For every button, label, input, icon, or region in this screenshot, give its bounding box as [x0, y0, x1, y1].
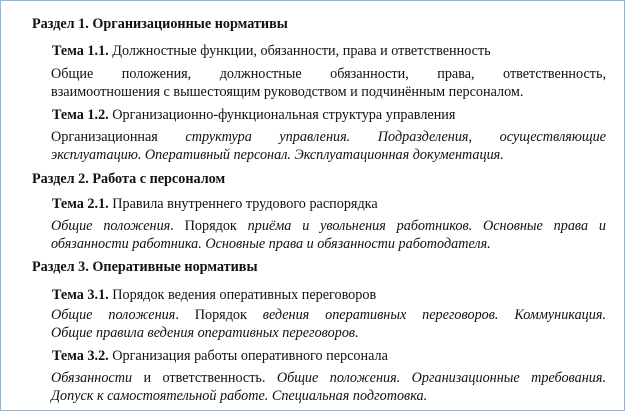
topic-name: Организационно-функциональная структура управления	[108, 107, 456, 123]
text-run: . Порядок	[170, 218, 248, 234]
topic-name: Порядок ведения оперативных переговоров	[108, 287, 377, 303]
description-line	[51, 306, 606, 324]
description-line	[51, 217, 606, 235]
text-run: обязанности работника. Основные права и обязанности работодателя.	[51, 236, 491, 252]
topic-number: Тема 1.1.	[52, 43, 109, 59]
description-line	[51, 387, 606, 405]
text-run: взаимоотношения с вышестоящим руководством и подчинённым персоналом.	[51, 84, 524, 100]
topic-number: Тема 1.2.	[52, 107, 109, 123]
text-run: Общие положения. Организационные требования.	[276, 370, 606, 386]
topic-description	[51, 128, 606, 164]
text-run: Допуск к самостоятельной работе. Специальная подготовка.	[51, 388, 428, 404]
topic-number: Тема 3.2.	[52, 348, 109, 364]
text-run: Общие правила ведения оперативных переговоров.	[51, 325, 359, 341]
topic-description	[51, 217, 606, 253]
description-line	[51, 324, 606, 342]
text-run: ведения оперативных переговоров. Коммуникация.	[262, 307, 607, 323]
topic-heading	[52, 348, 388, 365]
topic-heading	[52, 196, 378, 213]
text-run: Общие положения	[51, 307, 176, 323]
topic-heading	[52, 287, 376, 304]
section-title: Раздел 1. Организационные нормативы	[32, 16, 288, 32]
description-line	[51, 65, 606, 83]
section-title: Раздел 2. Работа с персоналом	[32, 171, 226, 187]
text-run: структура управления. Подразделения, осуществляющие	[185, 129, 606, 145]
topic-number: Тема 3.1.	[52, 287, 109, 303]
description-line	[51, 83, 606, 101]
description-line	[51, 235, 606, 253]
text-run: . Порядок	[175, 307, 263, 323]
description-line	[51, 128, 606, 146]
text-run: и ответственность.	[132, 370, 277, 386]
topic-number: Тема 2.1.	[52, 196, 109, 212]
topic-description	[51, 369, 606, 405]
section-title: Раздел 3. Оперативные нормативы	[32, 259, 258, 275]
text-run: эксплуатацию. Оперативный персонал. Эксплуатационная документация.	[51, 147, 504, 163]
topic-description	[51, 306, 606, 342]
topic-name: Правила внутреннего трудового распорядка	[108, 196, 378, 212]
topic-name: Организация работы оперативного персонала	[108, 348, 388, 364]
text-run: Общие положения	[51, 218, 171, 234]
description-line	[51, 369, 606, 387]
text-run: приёма и увольнения работников. Основные права и	[247, 218, 606, 234]
topic-heading	[52, 107, 455, 124]
text-run: Организационная	[51, 129, 186, 145]
text-run: Общие положения, должностные обязанности, права, ответственность,	[51, 66, 606, 82]
topic-name: Должностные функции, обязанности, права и ответственность	[108, 43, 491, 59]
description-line	[51, 146, 606, 164]
text-run: Обязанности	[51, 370, 133, 386]
topic-heading	[52, 43, 491, 60]
topic-description	[51, 65, 606, 101]
